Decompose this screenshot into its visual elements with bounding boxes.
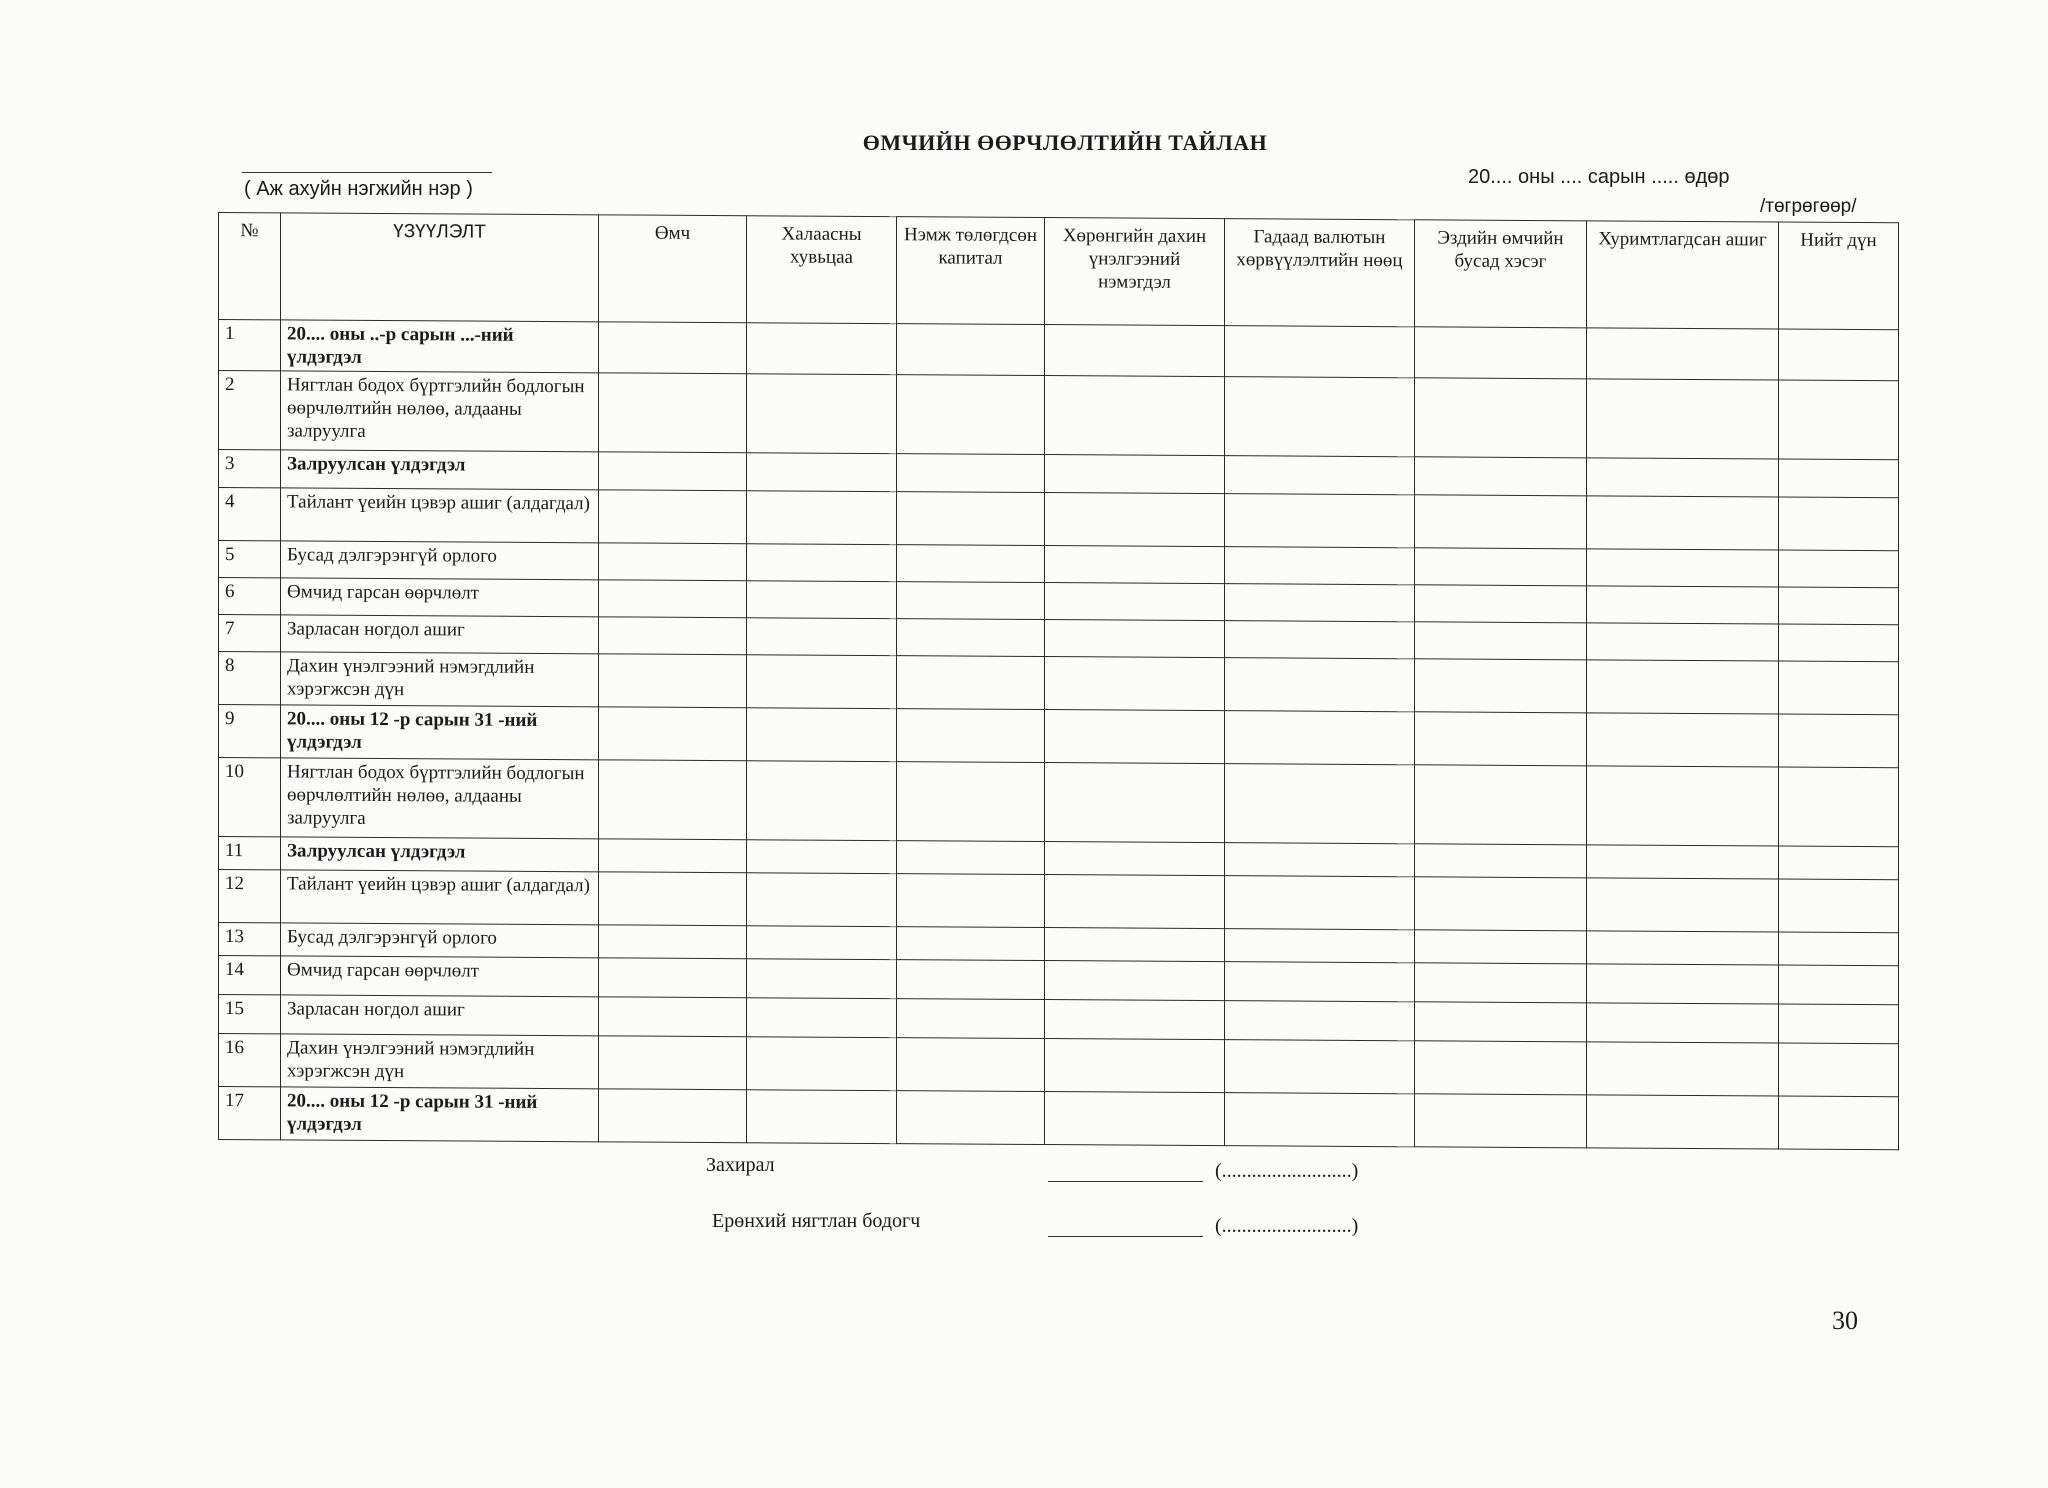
row-number: 7 xyxy=(219,615,281,652)
value-cell xyxy=(897,454,1045,493)
header-cell: Хуримтлагдсан ашиг xyxy=(1587,221,1779,329)
row-number: 17 xyxy=(219,1087,281,1140)
value-cell xyxy=(747,840,897,874)
value-cell xyxy=(747,959,897,999)
row-number: 1 xyxy=(219,320,281,371)
row-number: 5 xyxy=(219,541,281,578)
value-cell xyxy=(897,619,1045,657)
value-cell xyxy=(747,873,897,927)
value-cell xyxy=(599,1089,747,1143)
value-cell xyxy=(1045,376,1225,456)
table-row xyxy=(219,371,1899,460)
accountant-name-placeholder: (..........................) xyxy=(1215,1215,1359,1237)
value-cell xyxy=(1587,586,1779,624)
value-cell xyxy=(1779,714,1899,768)
value-cell xyxy=(747,581,897,619)
value-cell xyxy=(897,1091,1045,1145)
row-label: Залруулсан үлдэгдэл xyxy=(281,450,599,490)
value-cell xyxy=(1587,458,1779,497)
header-cell: Нэмж төлөгдсөн капитал xyxy=(897,217,1045,325)
currency-unit: /төгрөгөөр/ xyxy=(1760,196,1857,217)
row-number: 13 xyxy=(219,923,281,956)
row-label: 20.... оны ..-р сарын ...-ний үлдэгдэл xyxy=(281,320,599,373)
value-cell xyxy=(599,322,747,374)
value-cell xyxy=(897,582,1045,620)
value-cell xyxy=(1779,1043,1899,1097)
value-cell xyxy=(747,1037,897,1091)
page-number: 30 xyxy=(1832,1306,1858,1335)
row-label: Өмчид гарсан өөрчлөлт xyxy=(281,578,599,617)
value-cell xyxy=(747,998,897,1038)
value-cell xyxy=(1045,325,1225,377)
value-cell xyxy=(1779,587,1899,625)
row-number: 14 xyxy=(219,956,281,995)
value-cell xyxy=(897,1038,1045,1092)
value-cell xyxy=(1225,1001,1415,1041)
value-cell xyxy=(1587,623,1779,661)
value-cell xyxy=(1045,763,1225,843)
value-cell xyxy=(1225,711,1415,765)
header-cell: Өмч xyxy=(599,215,747,323)
value-cell xyxy=(1225,876,1415,930)
value-cell xyxy=(1587,496,1779,550)
value-cell xyxy=(599,958,747,998)
value-cell xyxy=(1415,930,1587,964)
value-cell xyxy=(1415,327,1587,379)
value-cell xyxy=(1779,965,1899,1005)
value-cell xyxy=(897,927,1045,961)
value-cell xyxy=(1045,842,1225,876)
value-cell xyxy=(1587,766,1779,846)
value-cell xyxy=(1587,845,1779,879)
value-cell xyxy=(1225,494,1415,548)
value-cell xyxy=(599,543,747,581)
value-cell xyxy=(1415,1002,1587,1042)
value-cell xyxy=(1415,1094,1587,1148)
row-number: 11 xyxy=(219,837,281,870)
value-cell xyxy=(1415,877,1587,931)
director-signature-line xyxy=(1048,1181,1203,1182)
value-cell xyxy=(1587,931,1779,965)
value-cell xyxy=(897,324,1045,376)
value-cell xyxy=(1587,328,1779,380)
value-cell xyxy=(897,709,1045,763)
row-number: 15 xyxy=(219,995,281,1034)
entity-name-caption: ( Аж ахуйн нэгжийн нэр ) xyxy=(244,178,473,200)
entity-name-line xyxy=(242,172,492,173)
value-cell xyxy=(1779,767,1899,847)
value-cell xyxy=(599,925,747,959)
value-cell xyxy=(1415,495,1587,549)
value-cell xyxy=(1587,1042,1779,1096)
value-cell xyxy=(1225,658,1415,712)
value-cell xyxy=(1779,380,1899,460)
value-cell xyxy=(1415,712,1587,766)
value-cell xyxy=(599,617,747,655)
value-cell xyxy=(897,999,1045,1039)
value-cell xyxy=(599,373,747,453)
value-cell xyxy=(747,708,897,762)
row-label: 20.... оны 12 -р сарын 31 -ний үлдэгдэл xyxy=(281,1087,599,1142)
chief-accountant-label: Ерөнхий нягтлан бодогч xyxy=(712,1210,921,1232)
header-cell: Халаасны хувьцаа xyxy=(747,216,897,324)
value-cell xyxy=(1587,878,1779,932)
value-cell xyxy=(1045,493,1225,547)
row-number: 3 xyxy=(219,450,281,488)
value-cell xyxy=(747,761,897,841)
value-cell xyxy=(599,580,747,618)
value-cell xyxy=(1225,584,1415,622)
row-label: Зарласан ногдол ашиг xyxy=(281,995,599,1036)
value-cell xyxy=(1415,457,1587,496)
value-cell xyxy=(1415,548,1587,586)
value-cell xyxy=(1045,710,1225,764)
value-cell xyxy=(599,707,747,761)
value-cell xyxy=(1415,659,1587,713)
row-number: 12 xyxy=(219,870,281,923)
row-label: Тайлант үеийн цэвэр ашиг (алдагдал) xyxy=(281,870,599,925)
row-number: 4 xyxy=(219,488,281,541)
value-cell xyxy=(747,926,897,960)
row-label: Залруулсан үлдэгдэл xyxy=(281,837,599,872)
table-row xyxy=(219,758,1899,847)
row-label: Дахин үнэлгээний нэмэгдлийн хэрэгжсэн дүн xyxy=(281,652,599,707)
value-cell xyxy=(747,491,897,545)
equity-changes-table xyxy=(218,212,1899,1150)
value-cell xyxy=(1779,550,1899,588)
value-cell xyxy=(747,618,897,656)
report-title: ӨМЧИЙН ӨӨРЧЛӨЛТИЙН ТАЙЛАН xyxy=(862,130,1268,155)
row-label: Бусад дэлгэрэнгүй орлого xyxy=(281,923,599,958)
value-cell xyxy=(1587,379,1779,459)
row-label: Тайлант үеийн цэвэр ашиг (алдагдал) xyxy=(281,488,599,543)
value-cell xyxy=(599,872,747,926)
value-cell xyxy=(1779,329,1899,381)
header-cell: Гадаад валютын хөрвүүлэлтийн нөөц xyxy=(1225,219,1415,327)
value-cell xyxy=(747,453,897,492)
value-cell xyxy=(1587,549,1779,587)
value-cell xyxy=(1045,1039,1225,1093)
value-cell xyxy=(1415,844,1587,878)
accountant-signature-line xyxy=(1048,1236,1203,1237)
row-label: Нягтлан бодох бүртгэлийн бодлогын өөрчлөлтийн нөлөө, алдааны залруулга xyxy=(281,758,599,839)
value-cell xyxy=(897,841,1045,875)
row-label: Нягтлан бодох бүртгэлийн бодлогын өөрчлөлтийн нөлөө, алдааны залруулга xyxy=(281,371,599,452)
value-cell xyxy=(1415,378,1587,458)
value-cell xyxy=(1779,879,1899,933)
header-cell: № xyxy=(219,213,281,320)
row-label: Бусад дэлгэрэнгүй орлого xyxy=(281,541,599,580)
value-cell xyxy=(1225,547,1415,585)
value-cell xyxy=(747,544,897,582)
value-cell xyxy=(1779,624,1899,662)
value-cell xyxy=(1225,843,1415,877)
value-cell xyxy=(1587,964,1779,1004)
value-cell xyxy=(897,874,1045,928)
header-cell: Нийт дүн xyxy=(1779,222,1899,330)
table-header-row xyxy=(219,213,1899,330)
value-cell xyxy=(1225,456,1415,495)
value-cell xyxy=(897,762,1045,842)
value-cell xyxy=(599,1036,747,1090)
header-cell: ҮЗҮҮЛЭЛТ xyxy=(281,213,599,322)
value-cell xyxy=(1415,1041,1587,1095)
value-cell xyxy=(1779,459,1899,498)
value-cell xyxy=(599,452,747,491)
value-cell xyxy=(1225,326,1415,378)
row-number: 10 xyxy=(219,758,281,837)
value-cell xyxy=(1587,660,1779,714)
value-cell xyxy=(1225,1093,1415,1147)
value-cell xyxy=(1045,875,1225,929)
value-cell xyxy=(1779,1096,1899,1150)
table-row xyxy=(219,1087,1899,1150)
value-cell xyxy=(1415,765,1587,845)
row-number: 16 xyxy=(219,1034,281,1087)
value-cell xyxy=(599,839,747,873)
value-cell xyxy=(1779,497,1899,551)
director-label: Захирал xyxy=(706,1154,775,1176)
value-cell xyxy=(1045,620,1225,658)
value-cell xyxy=(1225,1040,1415,1094)
value-cell xyxy=(599,654,747,708)
value-cell xyxy=(1225,621,1415,659)
row-number: 6 xyxy=(219,578,281,615)
report-date: 20.... оны .... сарын ..... өдөр xyxy=(1468,166,1730,188)
value-cell xyxy=(1587,1095,1779,1149)
row-label: 20.... оны 12 -р сарын 31 -ний үлдэгдэл xyxy=(281,705,599,760)
value-cell xyxy=(1225,962,1415,1002)
value-cell xyxy=(1225,929,1415,963)
value-cell xyxy=(1779,661,1899,715)
value-cell xyxy=(1779,846,1899,880)
value-cell xyxy=(1045,583,1225,621)
row-number: 8 xyxy=(219,652,281,705)
value-cell xyxy=(1779,932,1899,966)
value-cell xyxy=(1779,1004,1899,1044)
value-cell xyxy=(1415,585,1587,623)
value-cell xyxy=(1045,1000,1225,1040)
value-cell xyxy=(747,374,897,454)
value-cell xyxy=(1415,622,1587,660)
value-cell xyxy=(1045,455,1225,494)
value-cell xyxy=(599,997,747,1037)
value-cell xyxy=(1587,1003,1779,1043)
value-cell xyxy=(1045,928,1225,962)
value-cell xyxy=(1045,546,1225,584)
value-cell xyxy=(897,492,1045,546)
row-number: 9 xyxy=(219,705,281,758)
row-number: 2 xyxy=(219,371,281,450)
value-cell xyxy=(897,960,1045,1000)
header-cell: Хөрөнгийн дахин үнэлгээний нэмэгдэл xyxy=(1045,218,1225,326)
value-cell xyxy=(897,656,1045,710)
value-cell xyxy=(1415,963,1587,1003)
row-label: Дахин үнэлгээний нэмэгдлийн хэрэгжсэн дүн xyxy=(281,1034,599,1089)
value-cell xyxy=(1225,377,1415,457)
value-cell xyxy=(599,760,747,840)
value-cell xyxy=(1045,961,1225,1001)
value-cell xyxy=(747,1090,897,1144)
value-cell xyxy=(897,375,1045,455)
value-cell xyxy=(1045,657,1225,711)
value-cell xyxy=(1045,1092,1225,1146)
value-cell xyxy=(599,490,747,544)
director-name-placeholder: (..........................) xyxy=(1215,1160,1359,1182)
header-cell: Эздийн өмчийн бусад хэсэг xyxy=(1415,220,1587,328)
row-label: Өмчид гарсан өөрчлөлт xyxy=(281,956,599,997)
value-cell xyxy=(747,323,897,375)
row-label: Зарласан ногдол ашиг xyxy=(281,615,599,654)
value-cell xyxy=(897,545,1045,583)
value-cell xyxy=(747,655,897,709)
value-cell xyxy=(1587,713,1779,767)
value-cell xyxy=(1225,764,1415,844)
